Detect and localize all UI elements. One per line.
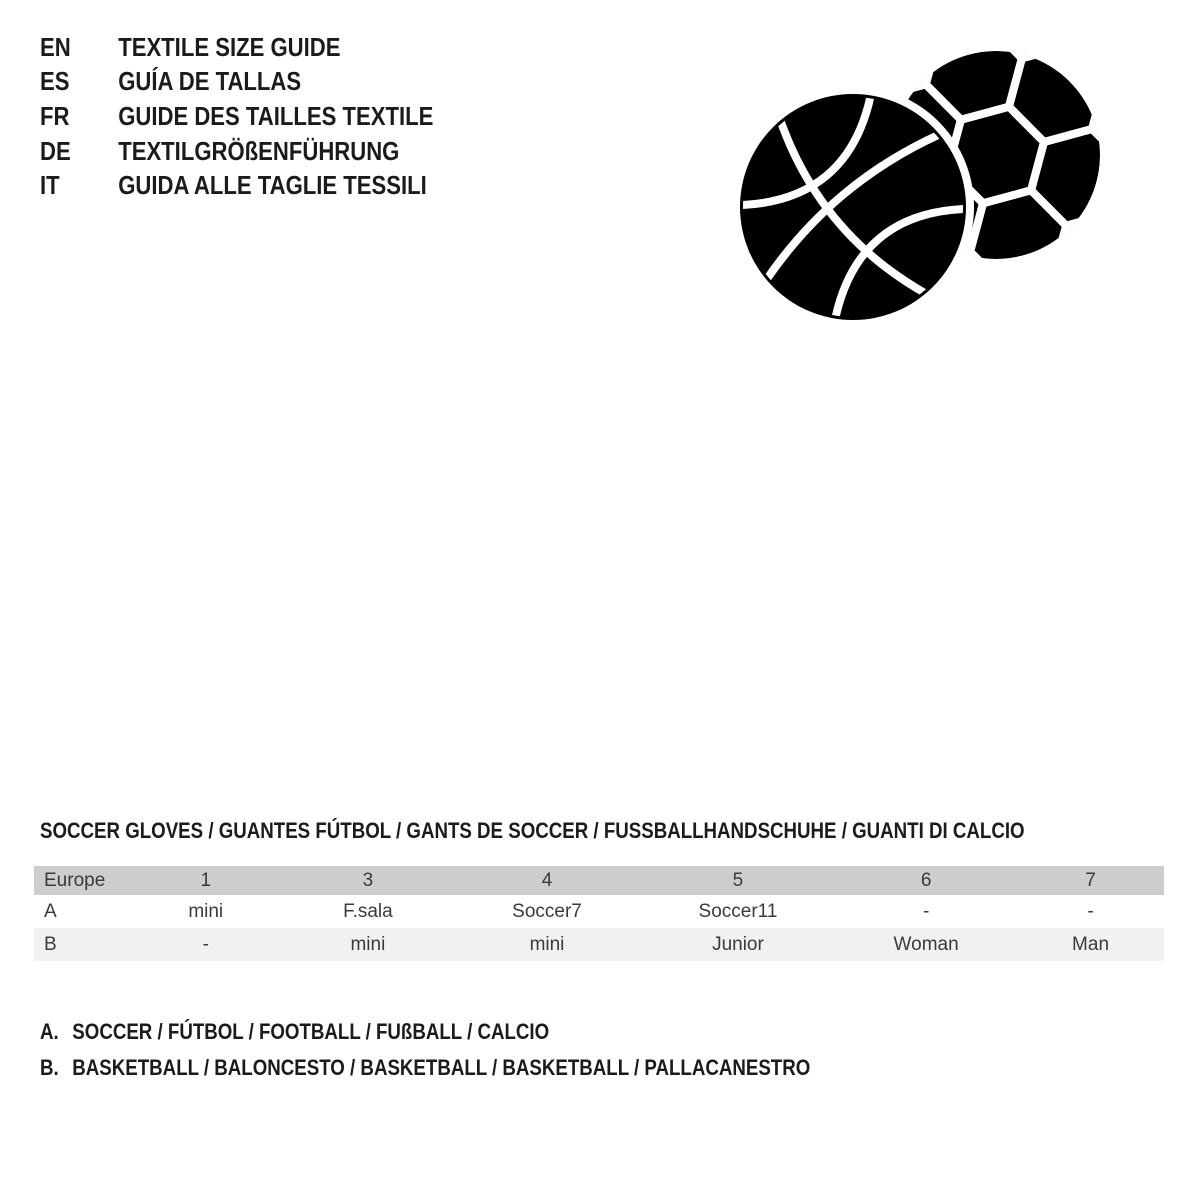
language-code: DE	[40, 135, 71, 166]
table-cell: Soccer7	[512, 900, 582, 922]
legend-row-a	[40, 1014, 946, 1050]
guide-title-en: TEXTILE SIZE GUIDE	[118, 31, 341, 62]
table-header-row	[34, 866, 1164, 895]
column-header-6: 6	[920, 869, 932, 891]
column-header-3: 3	[362, 869, 374, 891]
language-code: FR	[40, 100, 70, 131]
table-cell: mini	[188, 900, 224, 922]
table-cell: Junior	[712, 933, 764, 955]
language-code: EN	[40, 31, 71, 62]
row-label: B	[44, 933, 57, 955]
row-label: A	[44, 900, 57, 922]
language-row-de	[40, 134, 503, 169]
legend-row-b	[40, 1050, 946, 1086]
table-cell: Woman	[893, 933, 959, 955]
column-header-4: 4	[541, 869, 553, 891]
language-row-fr	[40, 99, 503, 134]
table-cell: F.sala	[343, 900, 393, 922]
guide-title-de: TEXTILGRÖßENFÜHRUNG	[118, 135, 400, 166]
column-header-7: 7	[1085, 869, 1096, 891]
size-table	[34, 866, 1164, 961]
legend-key-b: B.	[40, 1055, 59, 1080]
column-header-europe: Europe	[44, 869, 106, 891]
language-row-es	[40, 65, 503, 100]
legend	[40, 1014, 946, 1086]
language-code: IT	[40, 170, 60, 201]
table-cell: -	[922, 900, 930, 922]
language-title-list	[40, 30, 503, 203]
legend-text-b: BASKETBALL / BALONCESTO / BASKETBALL / BASKETBALL / PALLACANESTRO	[72, 1055, 811, 1080]
legend-key-a: A.	[40, 1019, 59, 1044]
guide-title-es: GUÍA DE TALLAS	[118, 66, 302, 97]
table-cell: Man	[1072, 933, 1110, 955]
balls-illustration	[720, 30, 1120, 340]
column-header-1: 1	[200, 869, 212, 891]
table-row-a	[34, 895, 1164, 928]
table-cell: mini	[350, 933, 386, 955]
table-cell: -	[1087, 900, 1094, 922]
guide-title-fr: GUIDE DES TAILLES TEXTILE	[118, 100, 434, 131]
section-title: SOCCER GLOVES / GUANTES FÚTBOL / GANTS DE SOCCER / FUSSBALLHANDSCHUHE / GUANTI DI CALCIO	[40, 818, 1025, 843]
language-row-it	[40, 168, 503, 203]
table-cell: Soccer11	[698, 900, 778, 922]
table-cell: -	[202, 933, 209, 955]
column-header-5: 5	[732, 869, 744, 891]
guide-title-it: GUIDA ALLE TAGLIE TESSILI	[118, 170, 427, 201]
language-code: ES	[40, 66, 70, 97]
legend-text-a: SOCCER / FÚTBOL / FOOTBALL / FUßBALL / CALCIO	[72, 1019, 550, 1044]
table-cell: mini	[529, 933, 565, 955]
table-row-b	[34, 928, 1164, 961]
language-row-en	[40, 30, 503, 65]
